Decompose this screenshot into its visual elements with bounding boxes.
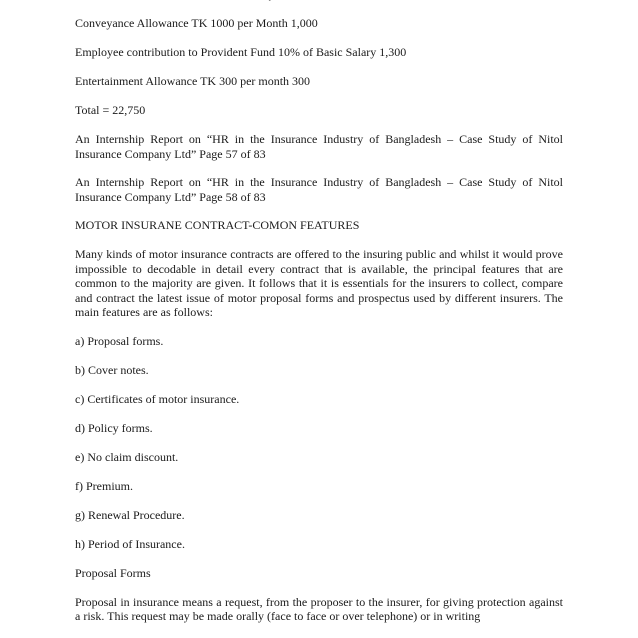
report-reference-page-58: An Internship Report on “HR in the Insurance Industry of Bangladesh – Case Study of Nitol Insurance Company Ltd” Page 58 of 83	[75, 175, 563, 204]
section-heading: MOTOR INSURANE CONTRACT-COMON FEATURES	[75, 218, 360, 232]
feature-no-claim-discount: e) No claim discount.	[75, 449, 179, 464]
subheading-proposal-forms: Proposal Forms	[75, 565, 151, 580]
feature-certificates: c) Certificates of motor insurance.	[75, 391, 240, 406]
feature-renewal-procedure: g) Renewal Procedure.	[75, 507, 185, 522]
document-body	[75, 0, 563, 638]
dearness-allowance-line	[75, 0, 563, 2]
proposal-paragraph: Proposal in insurance means a request, from the proposer to the insurer, for giving protection against a risk. This request may be made orally (face to face or over telephone) or in writing	[75, 594, 563, 623]
intro-paragraph: Many kinds of motor insurance contracts are offered to the insuring public and whilst it would prove impossible to decodable in detail every contract that is available, the principal features that are common to the majority are given. It follows that it is essentials for the insurers to collect, compare and contract the latest issue of motor proposal forms and prospectus used by different insurers. The main features are as follows:	[75, 247, 563, 319]
feature-policy-forms: d) Policy forms.	[75, 420, 153, 435]
feature-period-of-insurance: h) Period of Insurance.	[75, 536, 185, 551]
feature-proposal-forms: a) Proposal forms.	[75, 333, 164, 348]
provident-fund-line: Employee contribution to Provident Fund 10% of Basic Salary 1,300	[75, 45, 407, 59]
report-reference-page-57: An Internship Report on “HR in the Insurance Industry of Bangladesh – Case Study of Nitol Insurance Company Ltd” Page 57 of 83	[75, 132, 563, 161]
total-line: Total = 22,750	[75, 103, 146, 117]
entertainment-allowance-line: Entertainment Allowance TK 300 per month 300	[75, 74, 311, 88]
feature-cover-notes: b) Cover notes.	[75, 362, 149, 377]
feature-premium: f) Premium.	[75, 478, 133, 493]
conveyance-allowance-line: Conveyance Allowance TK 1000 per Month 1,000	[75, 16, 318, 30]
